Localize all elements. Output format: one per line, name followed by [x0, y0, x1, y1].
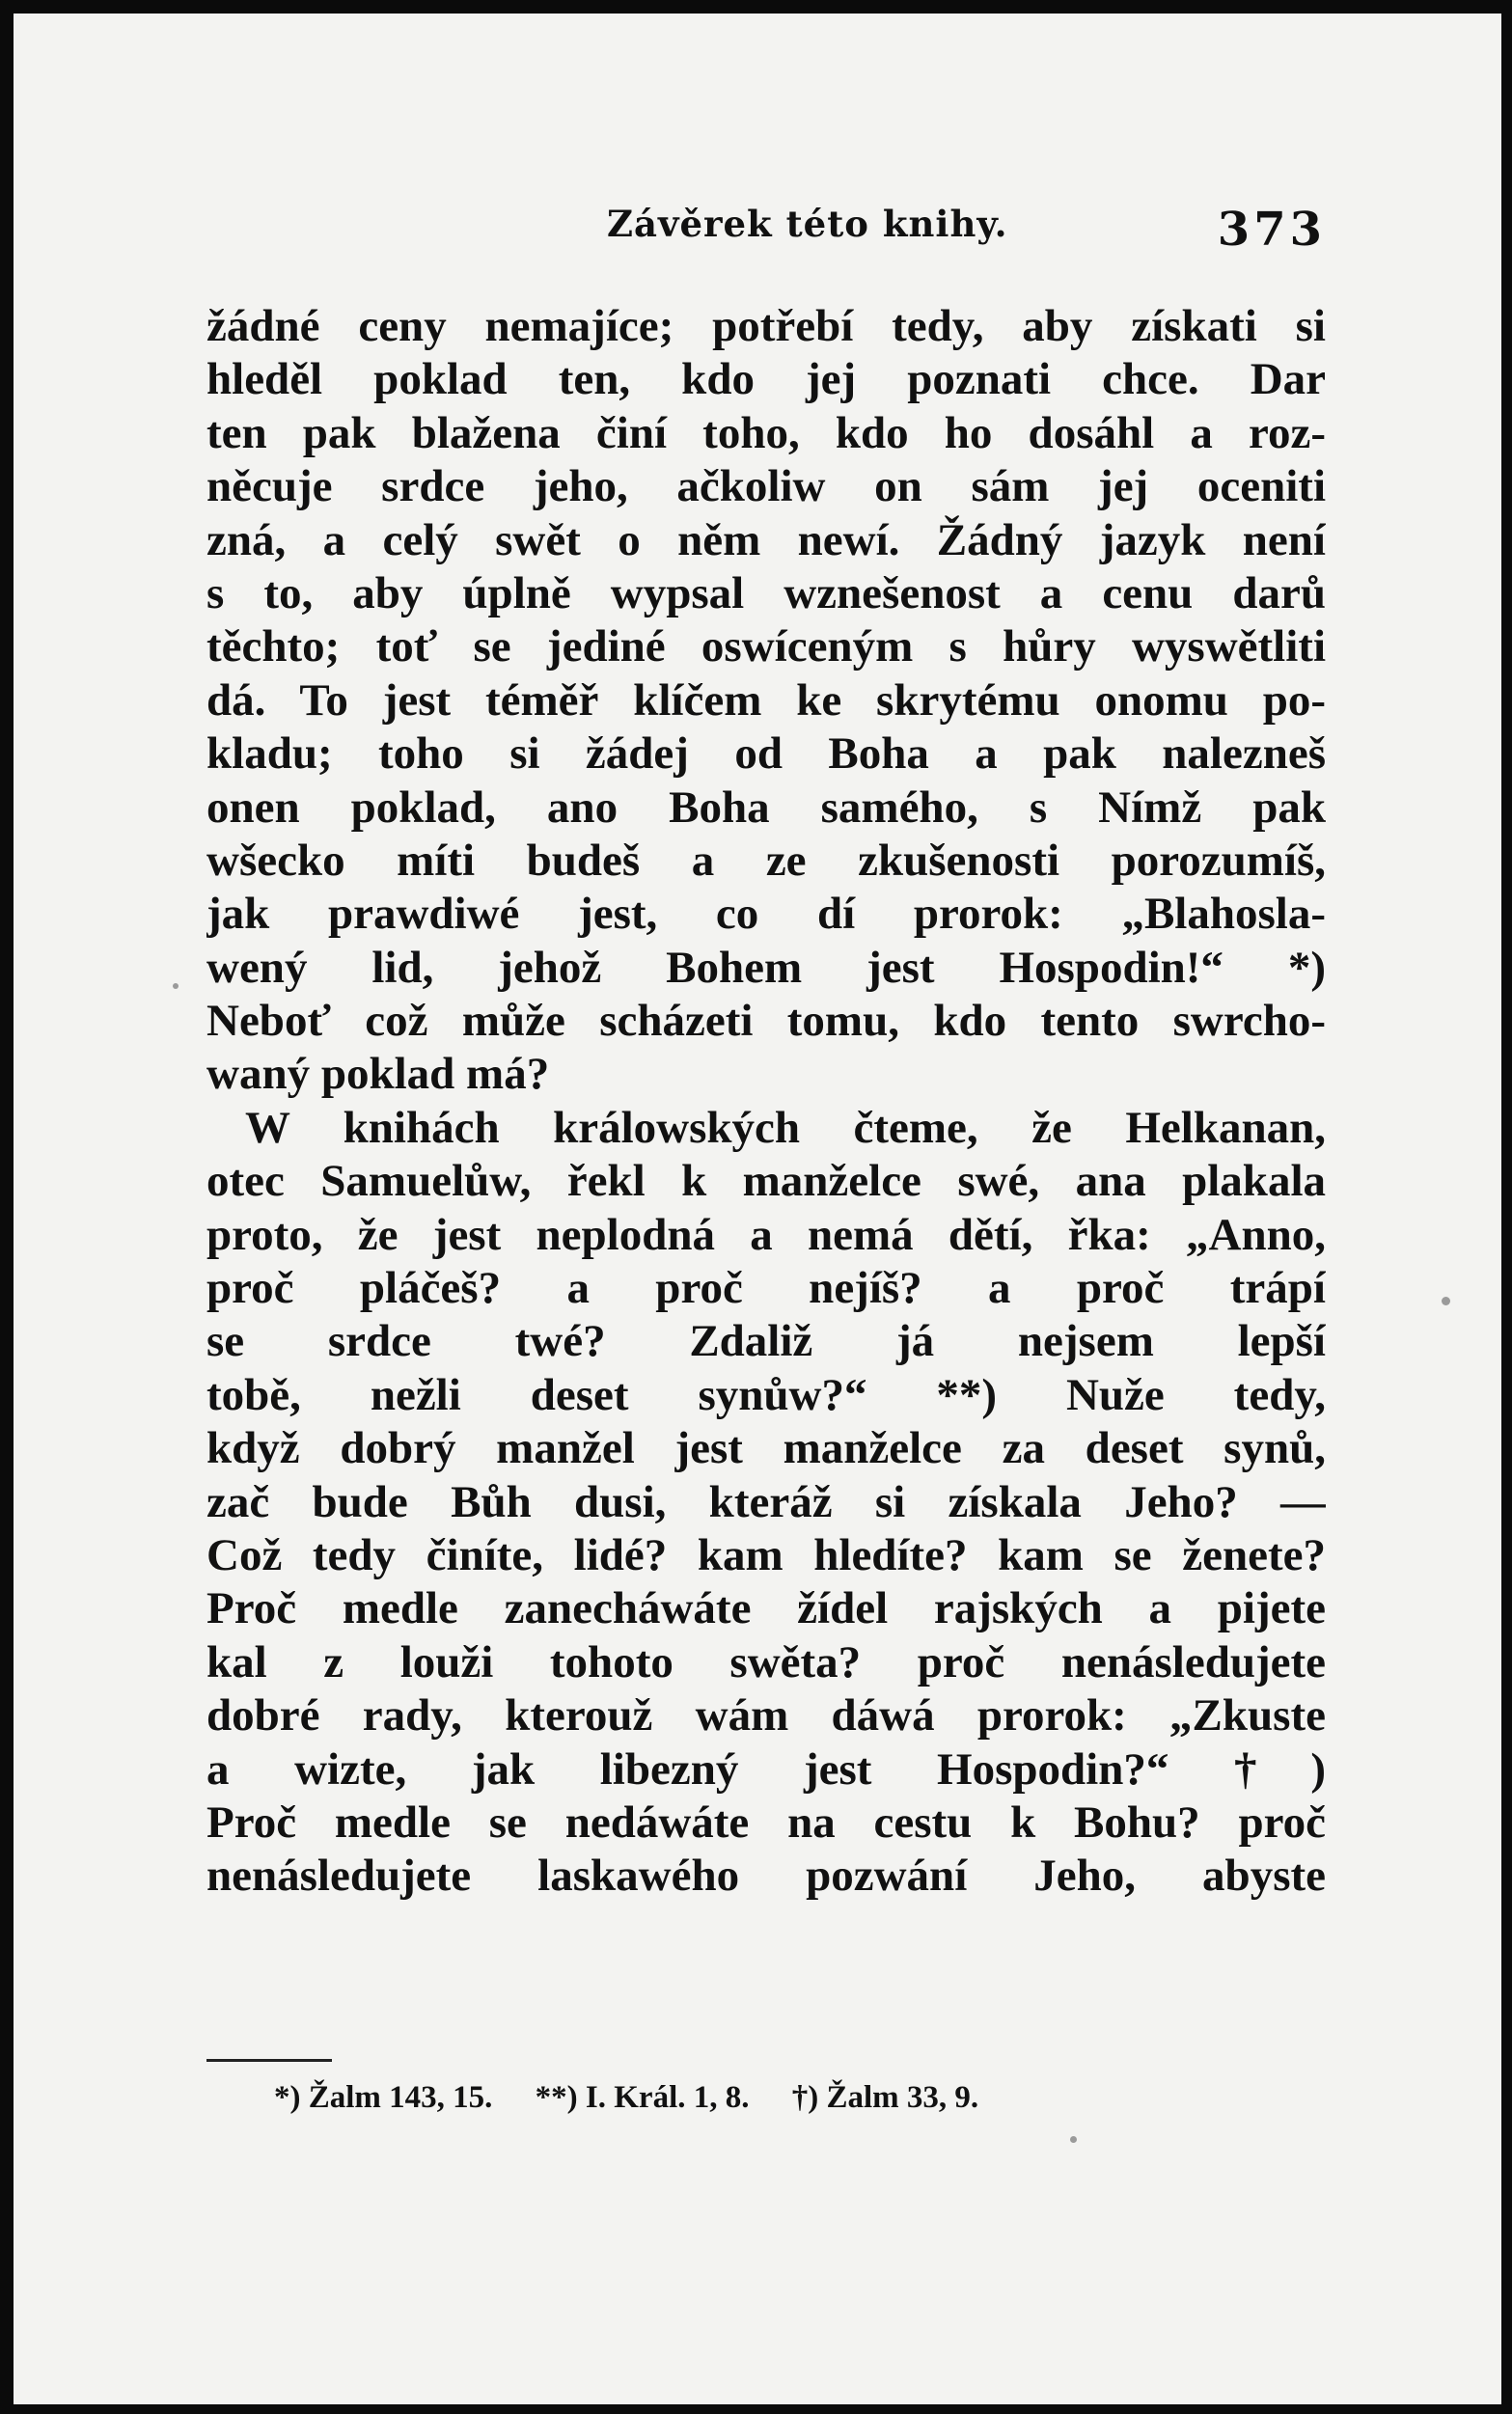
text-line: hleděl poklad ten, kdo jej poznati chce. Dar [206, 354, 1326, 405]
page-number: 373 [1217, 203, 1326, 257]
text-line: a wizte, jak libezný jest Hospodin?“ †) [206, 1743, 1326, 1795]
text-line: Což tedy činíte, lidé? kam hledíte? kam se ženete? [206, 1529, 1326, 1580]
text-line: těchto; toť se jediné oswíceným s hůry wyswětliti [206, 621, 1326, 672]
footnote-2: **) I. Král. 1, 8. [535, 2080, 750, 2115]
paper-speck [1070, 2136, 1077, 2143]
text-line: onen poklad, ano Boha samého, s Nímž pak [206, 782, 1326, 833]
text-line: dobré rady, kterouž wám dáwá prorok: „Zkuste [206, 1690, 1326, 1742]
paper-speck [173, 983, 179, 989]
text-line: proto, že jest neplodná a nemá dětí, řka: „Anno, [206, 1209, 1326, 1260]
text-line: zač bude Bůh dusi, kteráž si získala Jeho? — [206, 1476, 1326, 1527]
footnote-3: †) Žalm 33, 9. [791, 2080, 979, 2115]
footnote-1: *) Žalm 143, 15. [274, 2080, 493, 2115]
text-line: wšecko míti budeš a ze zkušenosti porozumíš, [206, 835, 1326, 886]
body-text [206, 300, 1326, 1904]
footnotes [274, 2080, 1013, 2116]
text-line: kal z louži tohoto swěta? proč nenásledujete [206, 1636, 1326, 1687]
text-line: waný poklad má? [206, 1049, 550, 1100]
text-line: nenásledujete laskawého pozwání Jeho, abyste [206, 1851, 1326, 1902]
text-line: se srdce twé? Zdaliž já nejsem lepší [206, 1316, 1326, 1367]
text-line: zná, a celý swět o něm newí. Žádný jazyk není [206, 514, 1326, 565]
text-line: tobě, nežli deset synůw?“ **) Nuže tedy, [206, 1369, 1326, 1420]
text-line: Proč medle se nedáwáte na cestu k Bohu? proč [206, 1797, 1326, 1848]
text-line: Neboť což může scházeti tomu, kdo tento swrcho- [206, 996, 1326, 1047]
text-line: něcuje srdce jeho, ačkoliw on sám jej oceniti [206, 461, 1326, 512]
book-page [14, 14, 1501, 2404]
text-line: otec Samuelůw, řekl k manželce swé, ana plakala [206, 1156, 1326, 1207]
text-line: s to, aby úplně wypsal wznešenost a cenu darů [206, 567, 1326, 618]
text-line: dá. To jest téměř klíčem ke skrytému onomu po- [206, 674, 1326, 726]
text-line: wený lid, jehož Bohem jest Hospodin!“ *) [206, 942, 1326, 993]
text-line: jak prawdiwé jest, co dí prorok: „Blahosla- [206, 889, 1326, 940]
text-line: proč pláčeš? a proč nejíš? a proč trápí [206, 1263, 1326, 1314]
text-line: žádné ceny nemajíce; potřebí tedy, aby získati si [206, 301, 1326, 351]
text-line: W knihách králowských čteme, že Helkanan, [245, 1102, 1326, 1153]
footnote-divider [206, 2059, 332, 2062]
text-line: Proč medle zanecháwáte žídel rajských a pijete [206, 1583, 1326, 1634]
text-line: ten pak blažena činí toho, kdo ho dosáhl a roz- [206, 407, 1326, 458]
text-line: kladu; toho si žádej od Boha a pak nalezneš [206, 728, 1326, 780]
page-header [206, 203, 1326, 261]
text-line: když dobrý manžel jest manželce za deset synů, [206, 1423, 1326, 1474]
paper-speck [1442, 1297, 1450, 1305]
running-title: Závěrek této knihy. [607, 203, 1008, 245]
